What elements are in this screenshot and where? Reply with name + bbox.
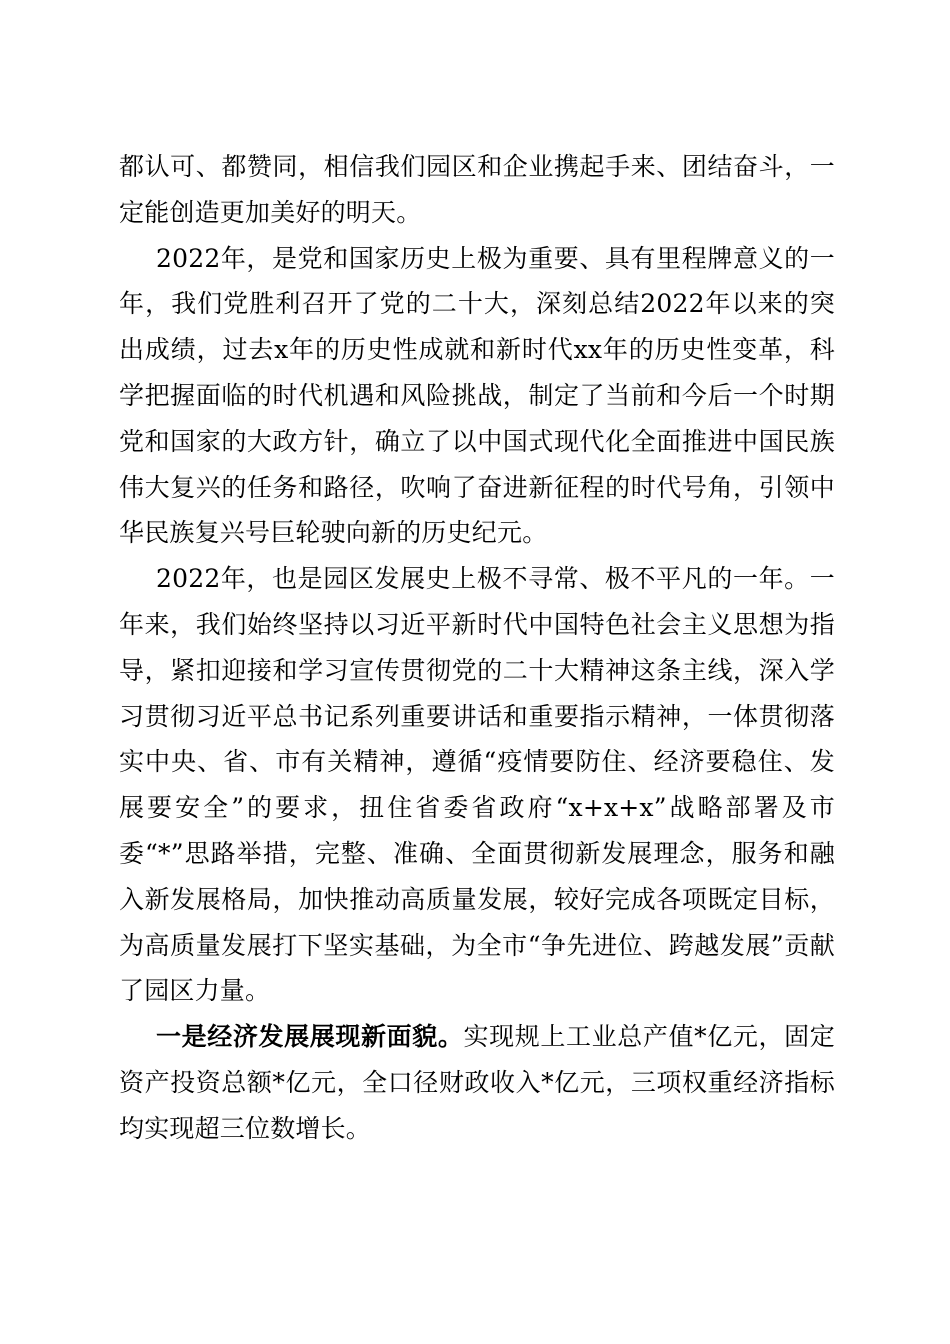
paragraph-economic-achievements	[119, 1014, 835, 1151]
paragraph-text: 实现规上工业总产值*亿元，固定资产投资总额*亿元，全口径财政收入*亿元，三项权重经济指标均实现超三位数增长。	[119, 1022, 835, 1143]
paragraph-text: 都认可、都赞同，相信我们园区和企业携起手来、团结奋斗，一定能创造更加美好的明天。	[119, 152, 835, 227]
paragraph-text: 2022年，是党和国家历史上极为重要、具有里程牌意义的一年，我们党胜利召开了党的二十大，深刻总结2022年以来的突出成绩，过去x年的历史性成就和新时代xx年的历史性变革，科学把握面临的时代机遇和风险挑战，制定了当前和今后一个时期党和国家的大政方针，确立了以中国式现代化全面推进中国民族伟大复兴的任务和路径，吹响了奋进新征程的时代号角，引领中华民族复兴号巨轮驶向新的历史纪元。	[119, 243, 835, 548]
paragraph-park-development	[119, 556, 835, 1014]
document-page	[119, 144, 835, 1152]
paragraph-party-congress	[119, 236, 835, 557]
paragraph-text: 2022年，也是园区发展史上极不寻常、极不平凡的一年。一年来，我们始终坚持以习近平新时代中国特色社会主义思想为指导，紧扣迎接和学习宣传贯彻党的二十大精神这条主线，深入学习贯彻习近平总书记系列重要讲话和重要指示精神，一体贯彻落实中央、省、市有关精神，遵循“疫情要防住、经济要稳住、发展要安全”的要求，扭住省委省政府“x+x+x”战略部署及市委“*”思路举措，完整、准确、全面贯彻新发展理念，服务和融入新发展格局，加快推动高质量发展，较好完成各项既定目标，为高质量发展打下坚实基础，为全市“争先进位、跨越发展”贡献了园区力量。	[119, 564, 835, 1006]
paragraph-lead-heading: 一是经济发展展现新面貌。	[156, 1022, 464, 1052]
paragraph-continuation	[119, 144, 835, 236]
